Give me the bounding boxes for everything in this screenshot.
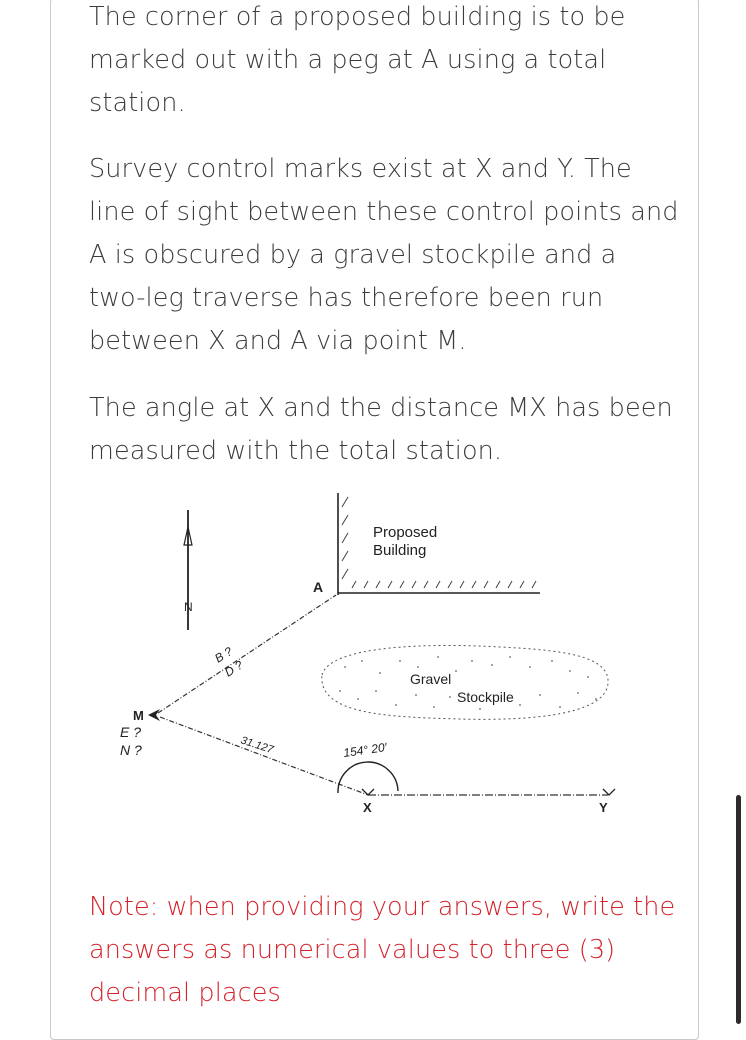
site-diagram <box>100 485 640 875</box>
m-easting-label: E ? <box>120 724 142 740</box>
point-m-label: M <box>133 708 144 723</box>
angle-at-x-label: 154° 20′ <box>342 740 388 760</box>
measurement-paragraph: The angle at X and the distance MX has been measured with the total station. <box>89 393 673 466</box>
intro-paragraph: The corner of a proposed building is to be marked out with a peg at A using a total station. <box>89 2 626 118</box>
distance-ma-label: D ? <box>222 657 246 680</box>
point-x-label: X <box>363 800 372 815</box>
distance-mx-label: 31.127 <box>239 734 275 757</box>
building-label-line1: Proposed <box>373 524 438 541</box>
angle-arc <box>338 762 398 793</box>
point-m-marker <box>148 709 160 721</box>
m-northing-label: N ? <box>120 742 142 758</box>
point-x-marker <box>362 789 374 795</box>
svg-text:N: N <box>184 600 193 614</box>
point-a-label: A <box>313 579 324 595</box>
proposed-building-outline <box>338 493 540 595</box>
page-scrollbar[interactable] <box>736 795 741 1024</box>
building-label-line2: Building <box>373 542 427 559</box>
stockpile-label-line1: Gravel <box>410 671 452 687</box>
control-marks-paragraph: Survey control marks exist at X and Y. The line of sight between these control points and A is obscured by a gravel stockpile and a two-leg traverse has therefore been run between X and A via point M. <box>89 154 679 356</box>
traverse-line-mx <box>160 717 368 795</box>
bearing-ma-label: B ? <box>212 644 235 666</box>
gravel-stockpile <box>322 645 608 719</box>
north-arrow-icon <box>184 510 193 630</box>
answer-format-note: Note: when providing your answers, write the answers as numerical values to three (3) decimal places <box>89 892 676 1008</box>
point-y-label: Y <box>599 800 608 815</box>
stockpile-label-line2: Stockpile <box>457 689 514 705</box>
point-y-marker <box>603 789 615 795</box>
